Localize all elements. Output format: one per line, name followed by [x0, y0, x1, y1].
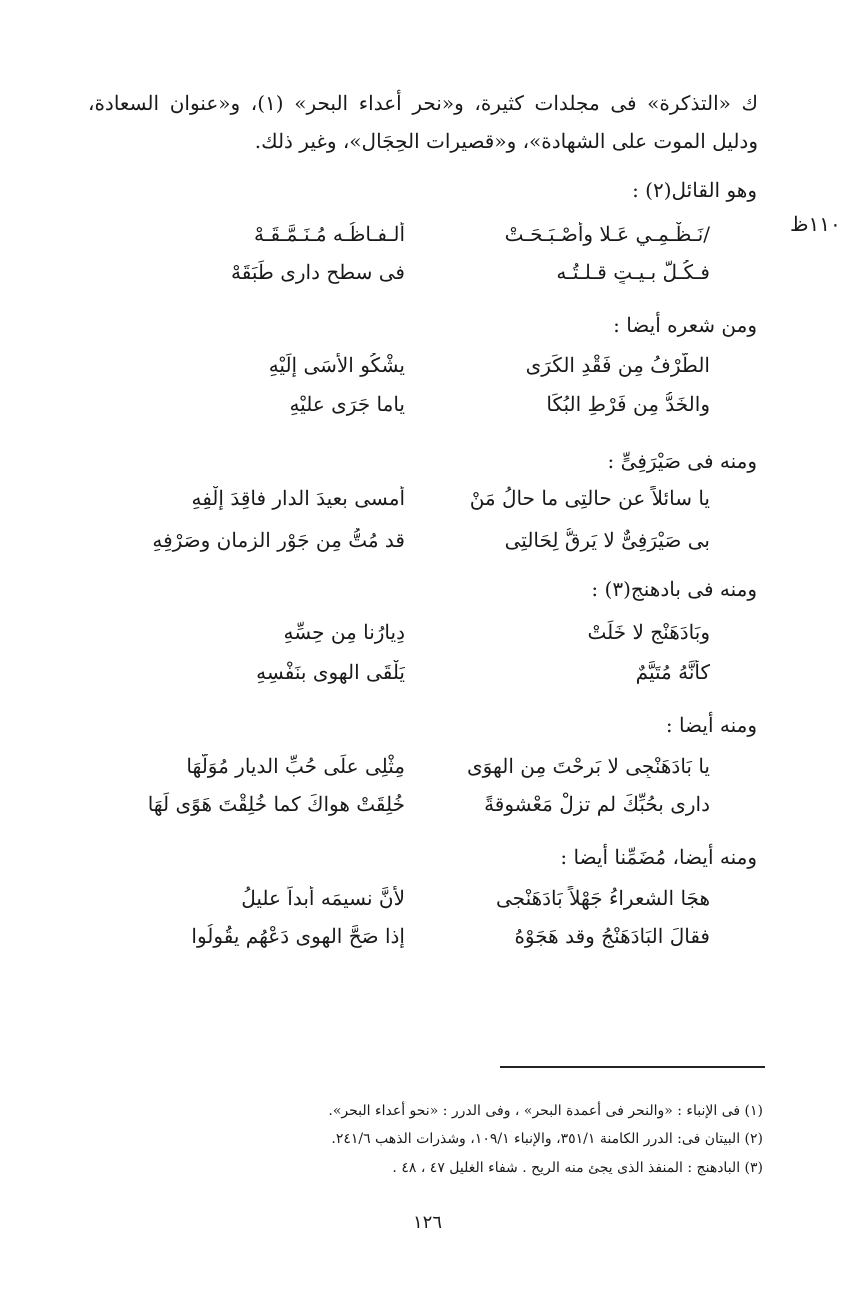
verse-second-hemistich: ياما جَرَى عليْهِ — [289, 392, 405, 416]
verse-second-hemistich: لأنَّ نسيمَه أبداً عليلُ — [241, 886, 405, 910]
verse-second-hemistich: خُلِقَتْ هواكَ كما خُلِقْتَ هَوًى لَهَا — [147, 792, 405, 816]
verse-line — [135, 784, 710, 824]
verse-line — [135, 520, 710, 560]
verse-line — [135, 916, 710, 956]
verse-first-hemistich: الطَّرْفُ مِن فَقْدِ الكَرَى — [525, 353, 710, 377]
section-heading: ومنه أيضا : — [665, 713, 757, 737]
verse-line — [135, 746, 710, 786]
verse-first-hemistich: يا بَادَهَنْجِى لا بَرِحْتَ مِن الهوَى — [467, 754, 710, 778]
verse-second-hemistich: يَلْقَى الهوى بنَفْسِهِ — [256, 660, 405, 684]
verse-line — [135, 612, 710, 652]
opening-paragraph: ك «التذكرة» فى مجلدات كثيرة، و«نحر أعداء البحر» (١)، و«عنوان السعادة، ودليل الموت على الشهادة»، و«قصيرات الحِجَال»، وغير ذلك. — [88, 91, 758, 153]
verse-first-hemistich: يا سائلاً عن حالتِى ما حالُ مَنْ — [469, 486, 710, 510]
verse-second-hemistich: أمسى بعيدَ الدار فاقِدَ إلْفِهِ — [191, 486, 405, 510]
verse-line — [135, 214, 710, 254]
verse-first-hemistich: بى صَيْرَفِىٌّ لا يَرِقُّ لِحَالتِى — [504, 528, 710, 552]
verse-second-hemistich: يشْكُو الأسَى إلَيْهِ — [268, 353, 405, 377]
verse-first-hemistich: /نَـظْـمِـي عَـلا وأصْـبَـحَـتْ — [504, 222, 710, 246]
verse-line — [135, 652, 710, 692]
verse-second-hemistich: دِيارُنا مِن حِسِّهِ — [283, 620, 405, 644]
footnote-2: (٢) البيتان فى: الدرر الكامنة ٣٥١/١، والإنباء ١٠٩/١، وشذرات الذهب ٢٤١/٦. — [331, 1131, 763, 1147]
verse-first-hemistich: كأنَّهُ مُتَيَّمٌ — [635, 660, 710, 684]
verse-first-hemistich: فقالَ البَادَهَنْجُ وقد هَجَوْهُ — [514, 924, 710, 948]
section-heading: ومنه أيضا، مُضَمِّنا أيضا : — [560, 845, 757, 869]
verse-second-hemistich: فى سطحِ دارِى طَبَقَهْ — [231, 260, 405, 284]
margin-folio-note: ١١٠ظ — [790, 212, 841, 236]
verse-line — [135, 478, 710, 518]
section-heading: وهو القائل(٢) : — [632, 178, 757, 202]
verse-first-hemistich: دارى بحُبِّكَ لم تزلْ مَعْشوقةً — [484, 792, 710, 816]
page-number: ١٢٦ — [412, 1212, 442, 1233]
section-heading: ومنه فى صَيْرَفِىٍّ : — [607, 449, 757, 473]
verse-line — [135, 345, 710, 385]
section-heading: ومن شعره أيضا : — [613, 313, 757, 337]
verse-first-hemistich: فـكُـلُّ بـيـتٍ قـلـتُـه — [556, 260, 710, 284]
footnote-1: (١) فى الإنباء : «والنحر فى أعمدة البحر» ، وفى الدرر : «نحو أعداء البحر». — [328, 1103, 763, 1119]
verse-first-hemistich: هجَا الشعراءُ جَهْلاً بَادَهَنْجى — [495, 886, 710, 910]
verse-second-hemistich: قد مُتُّ مِن جَوْرِ الزمانِ وصَرْفِهِ — [152, 528, 405, 552]
footnote-3: (٣) البادهنج : المنفذ الذى يجئ منه الريح . شفاء الغليل ٤٧ ، ٤٨ . — [392, 1160, 763, 1176]
section-heading: ومنه فى بادهنج(٣) : — [591, 577, 757, 601]
verse-second-hemistich: ألـفـاظُـه مُـنَـمَّـقَـهْ — [253, 222, 405, 246]
verse-second-hemistich: مِثْلِى علَى حُبِّ الديارِ مُوَلَّهَا — [186, 754, 405, 778]
verse-line — [135, 384, 710, 424]
footnote-separator — [500, 1066, 765, 1068]
verse-line — [135, 252, 710, 292]
verse-second-hemistich: إذا صَحَّ الهوى دَعْهُم يقُولُوا — [191, 924, 405, 948]
verse-first-hemistich: وبَادَهَنْجٍ لا خَلَتْ — [587, 620, 710, 644]
verse-first-hemistich: والخَدُّ مِن فَرْطِ البُكَا — [546, 392, 710, 416]
verse-line — [135, 878, 710, 918]
